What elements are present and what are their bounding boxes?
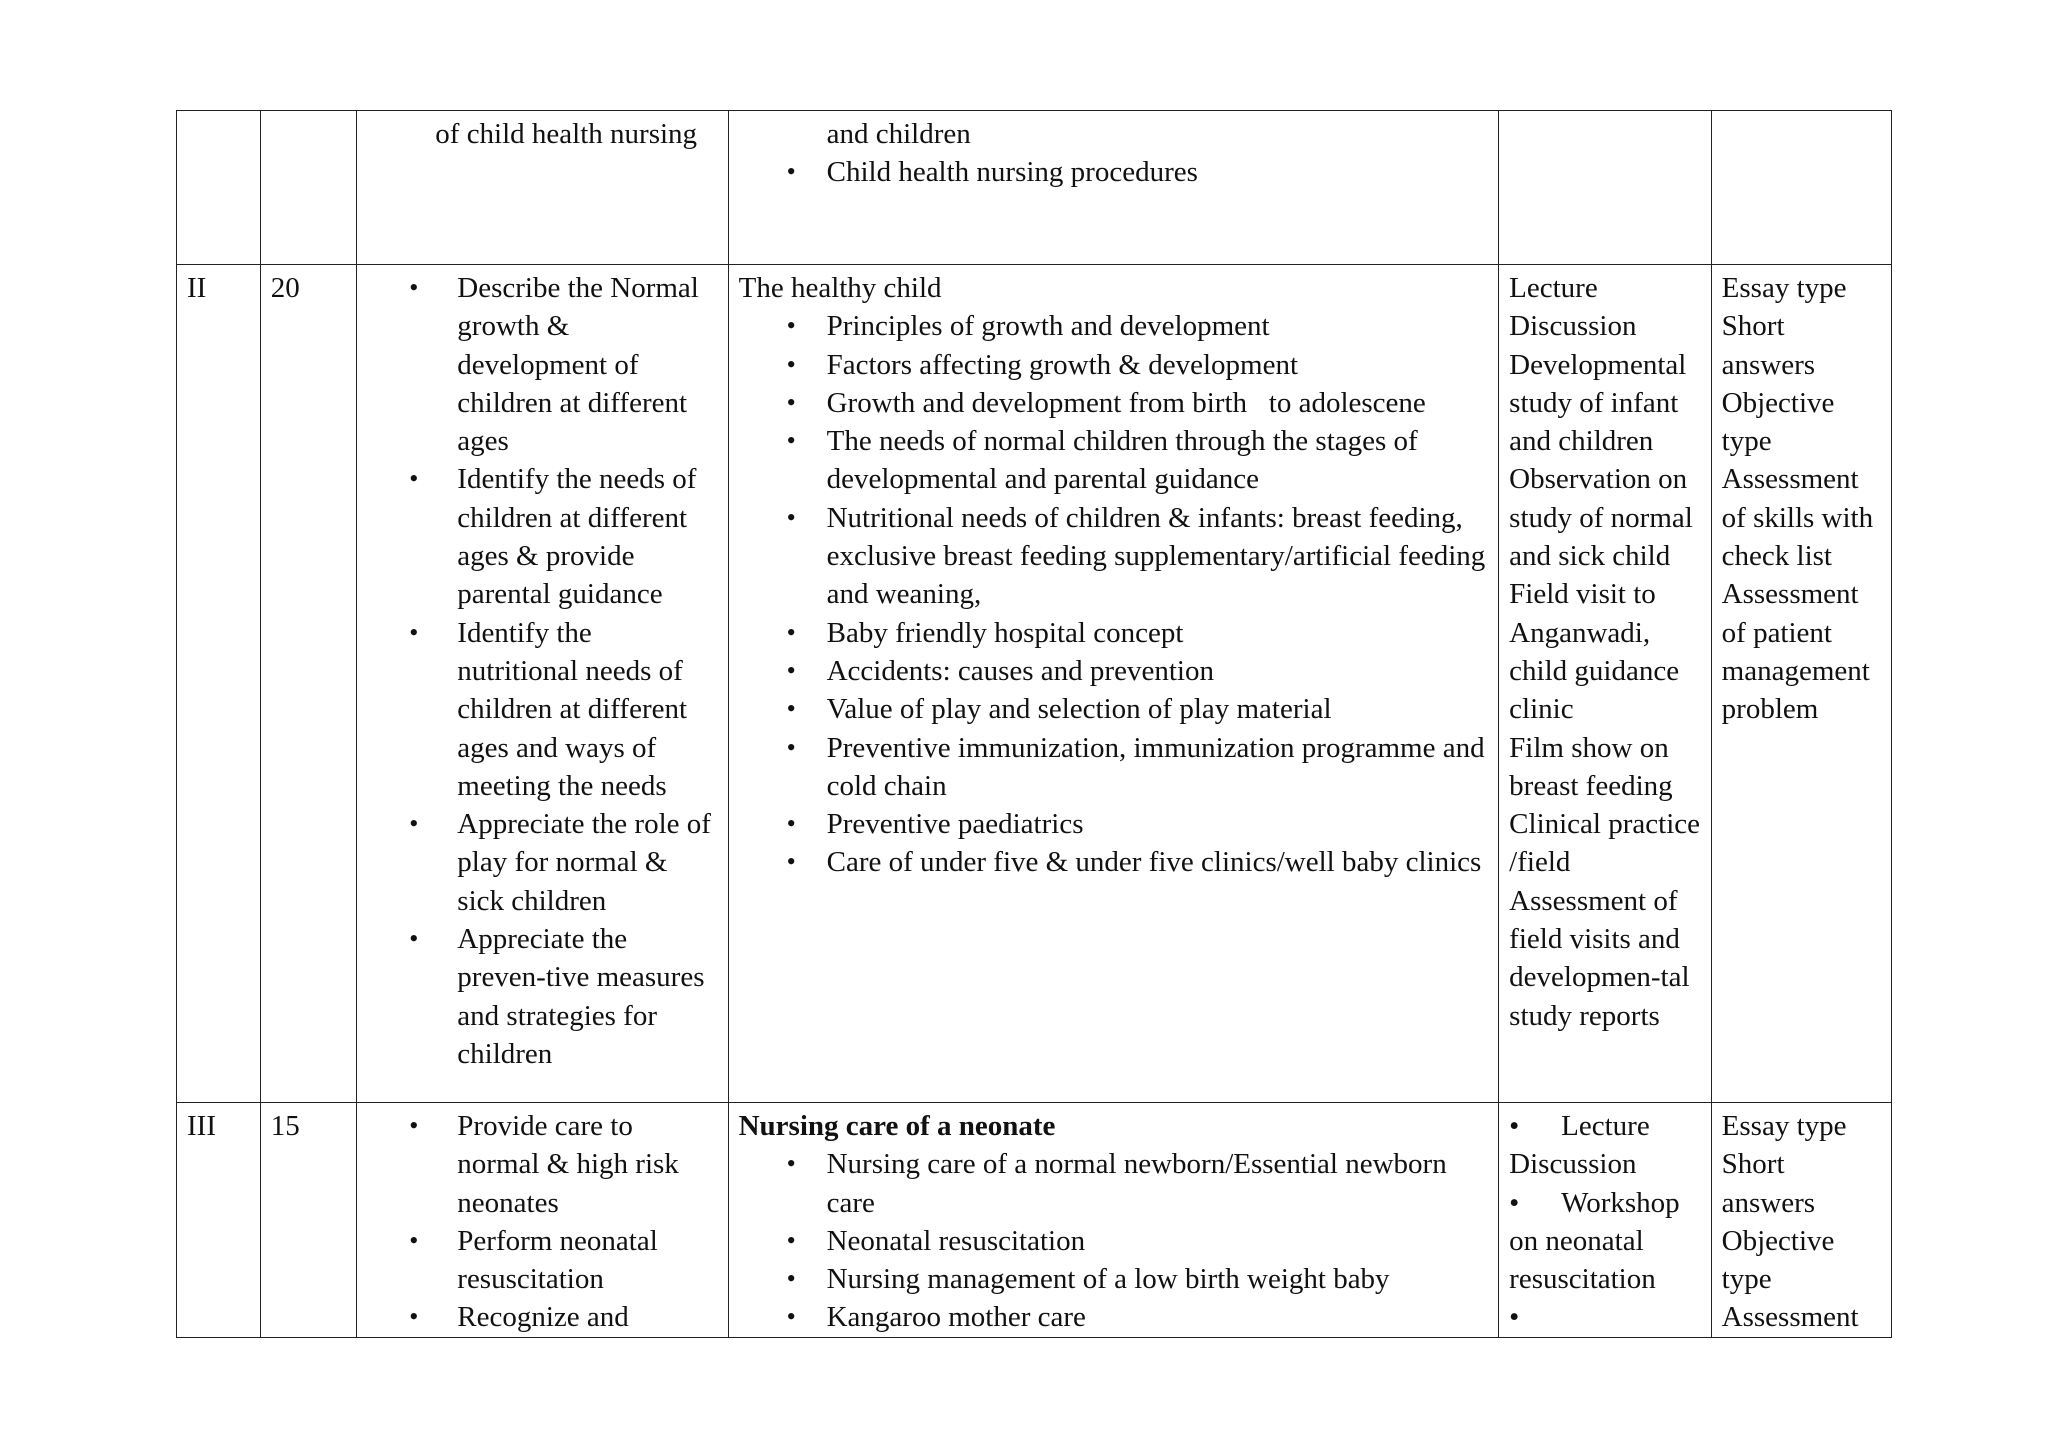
content-list — [739, 307, 1489, 881]
bullet-mark: • — [1509, 1110, 1520, 1142]
list-item: • Appreciate the role of play for normal & sick children — [407, 805, 717, 920]
method-text: Field visit to Anganwadi, child guidance clinic — [1509, 578, 1680, 726]
objectives-cell — [357, 111, 728, 265]
list-item: • Describe the Normal growth & development of children at different ages — [407, 269, 717, 460]
objectives-list — [407, 1107, 717, 1337]
content-cell — [728, 265, 1499, 1103]
time-cell: 20 — [260, 265, 357, 1103]
content-list — [739, 153, 1489, 191]
table-row — [177, 265, 1892, 1103]
list-item: • Kangaroo mother care — [739, 1298, 1489, 1336]
assessment-text: Objective type — [1721, 386, 1835, 458]
content-heading: The healthy child — [738, 272, 942, 304]
objectives-cell — [357, 1103, 728, 1338]
assessment-text: Essay type — [1721, 272, 1847, 304]
content-list — [739, 1145, 1489, 1336]
table-row — [177, 1103, 1892, 1338]
method-text: Assessment of field visits and developmen-tal study reports — [1509, 884, 1690, 1032]
assessment-text: Assessment of skills with check list — [1721, 463, 1874, 573]
assessment-text: Objective type — [1721, 1224, 1835, 1296]
list-item: • Principles of growth and development — [739, 307, 1489, 345]
unit-cell: II — [177, 265, 261, 1103]
assessment-text: Short answers — [1721, 1148, 1816, 1219]
method-text: Lecture Discussion — [1509, 272, 1637, 343]
table-row — [177, 111, 1892, 265]
unit-cell — [177, 111, 261, 265]
assessment-text: Essay type — [1721, 1110, 1847, 1142]
list-item: • Nursing management of a low birth weight baby — [739, 1260, 1489, 1298]
assessment-text: Assessment of patient management problem — [1721, 578, 1870, 726]
assessment-cell — [1711, 111, 1891, 265]
list-item: • Recognize and — [407, 1298, 717, 1336]
list-item: • Identify the needs of children at different ages & provide parental guidance — [407, 460, 717, 613]
syllabus-table — [176, 110, 1892, 1338]
list-item: • Baby friendly hospital concept — [739, 614, 1489, 652]
list-item: • Preventive paediatrics — [739, 805, 1489, 843]
assessment-text: Short answers — [1721, 310, 1816, 381]
unit-cell: III — [177, 1103, 261, 1338]
list-item — [1509, 1107, 1700, 1184]
objectives-list — [407, 269, 717, 1073]
content-heading: Nursing care of a neonate — [738, 1110, 1056, 1142]
methods-cell — [1499, 1103, 1711, 1338]
content-continued-text: and children — [826, 118, 971, 150]
list-item: • Accidents: causes and prevention — [739, 652, 1489, 690]
list-item: • Factors affecting growth & development — [739, 346, 1489, 384]
list-item — [1509, 1184, 1700, 1299]
content-cell — [728, 111, 1499, 265]
list-item: • Provide care to normal & high risk neonates — [407, 1107, 717, 1222]
methods-cell — [1499, 111, 1711, 265]
list-item: • Growth and development from birth to adolescene — [739, 384, 1489, 422]
assessment-text: Assessment — [1721, 1301, 1859, 1334]
list-item: • Perform neonatal resuscitation — [407, 1222, 717, 1299]
methods-list — [1509, 1107, 1700, 1337]
list-item: • Nutritional needs of children & infants: breast feeding, exclusive breast feeding supplementary/artificial feeding and weaning, — [739, 499, 1489, 614]
list-item: • Care of under five & under five clinics/well baby clinics — [739, 843, 1489, 881]
bullet-mark: • — [1509, 1301, 1520, 1334]
time-cell — [260, 111, 357, 265]
list-item: • Preventive immunization, immunization programme and cold chain — [739, 729, 1489, 806]
methods-cell — [1499, 265, 1711, 1103]
list-item — [1509, 1298, 1700, 1336]
list-item: • Child health nursing procedures — [739, 153, 1489, 191]
assessment-cell — [1711, 265, 1891, 1103]
assessment-cell — [1711, 1103, 1891, 1338]
list-item: • Identify the nutritional needs of children at different ages and ways of meeting the needs — [407, 614, 717, 805]
list-item: • Nursing care of a normal newborn/Essential newborn care — [739, 1145, 1489, 1222]
bullet-mark: • — [1509, 1186, 1520, 1219]
list-item: • Value of play and selection of play material — [739, 690, 1489, 728]
objectives-continued-text: of child health nursing — [435, 118, 698, 150]
content-cell — [728, 1103, 1499, 1338]
method-text: Observation on study of normal and sick child — [1509, 463, 1693, 573]
method-text: Developmental study of infant and children — [1509, 348, 1687, 458]
method-text: Lecture Discussion — [1509, 1110, 1650, 1181]
list-item: • Neonatal resuscitation — [739, 1222, 1489, 1260]
method-text: Workshop on neonatal resuscitation — [1509, 1186, 1680, 1296]
method-text: Film show on breast feeding — [1509, 731, 1673, 802]
time-cell: 15 — [260, 1103, 357, 1338]
list-item: • The needs of normal children through the stages of developmental and parental guidance — [739, 422, 1489, 499]
objectives-cell — [357, 265, 728, 1103]
list-item: • Appreciate the preven-tive measures and strategies for children — [407, 920, 717, 1073]
method-text: Clinical practice /field — [1509, 808, 1700, 879]
